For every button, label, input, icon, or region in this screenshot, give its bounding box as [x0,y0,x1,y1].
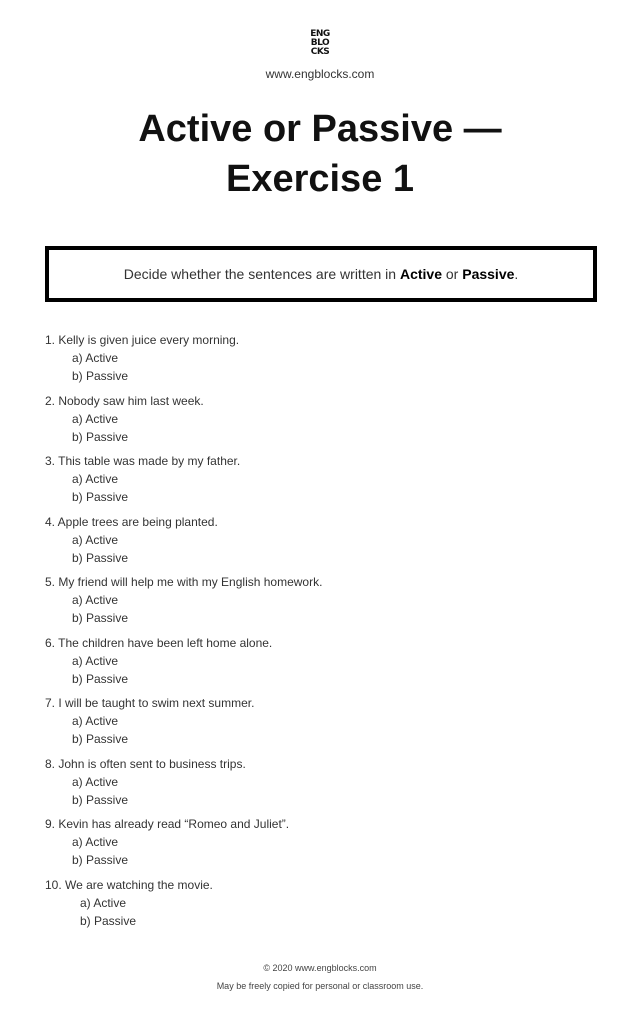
question-item [45,331,239,385]
footer-license: May be freely copied for personal or classroom use. [216,981,424,991]
footer-copyright: © 2020 www.engblocks.com [263,963,377,973]
question-item [45,392,204,446]
question-text: 4. Apple trees are being planted. [45,514,218,529]
option-a[interactable]: a) Active [72,411,119,426]
engblocks-logo [306,30,334,57]
question-text: 5. My friend will help me with my English homework. [45,575,323,589]
question-item [45,876,213,930]
option-b[interactable]: b) Passive [72,369,129,383]
question-item [45,815,289,869]
question-item [45,452,240,506]
option-a[interactable]: a) Active [72,351,119,365]
option-a[interactable]: a) Active [72,593,119,607]
question-text: 1. Kelly is given juice every morning. [45,333,240,347]
question-text: 10. We are watching the movie. [45,877,213,892]
logo-line: BLO [310,38,330,48]
question-text: 9. Kevin has already read “Romeo and Juliet”. [45,817,290,831]
instructions-prefix: Decide whether the sentences are written in [123,266,400,282]
option-a[interactable]: a) Active [72,714,119,728]
question-item [45,634,272,688]
question-text: 6. The children have been left home alone. [45,635,273,650]
question-text: 2. Nobody saw him last week. [45,393,204,408]
instructions-suffix: . [514,266,519,282]
title-line-1: Active or Passive — [138,108,502,150]
instructions-middle: or [442,266,463,282]
option-a[interactable]: a) Active [72,653,119,668]
instructions-passive: Passive [462,266,515,282]
question-text: 3. This table was made by my father. [45,454,241,468]
option-b[interactable]: b) Passive [72,490,129,504]
question-item [45,694,254,748]
option-b[interactable]: b) Passive [72,671,129,686]
instructions-active: Active [399,266,442,282]
option-b[interactable]: b) Passive [72,550,129,565]
option-a[interactable]: a) Active [80,895,127,910]
page-title [0,104,640,204]
question-item [45,755,246,809]
question-item [45,573,322,627]
title-line-2: Exercise 1 [225,158,415,200]
option-b[interactable]: b) Passive [72,853,129,867]
option-b[interactable]: b) Passive [72,732,129,746]
site-url: www.engblocks.com [265,67,375,81]
question-item [45,513,218,567]
question-text: 7. I will be taught to swim next summer. [45,696,255,710]
option-b[interactable]: b) Passive [72,611,129,625]
logo-line: ENG [310,29,330,39]
instructions-box [45,246,597,302]
option-b[interactable]: b) Passive [72,429,129,444]
option-b[interactable]: b) Passive [72,792,129,807]
option-a[interactable]: a) Active [72,835,119,849]
option-a[interactable]: a) Active [72,774,119,789]
option-a[interactable]: a) Active [72,472,119,486]
logo-line: CKS [310,47,330,57]
option-a[interactable]: a) Active [72,532,119,547]
option-b[interactable]: b) Passive [80,913,137,928]
question-text: 8. John is often sent to business trips. [45,756,246,771]
